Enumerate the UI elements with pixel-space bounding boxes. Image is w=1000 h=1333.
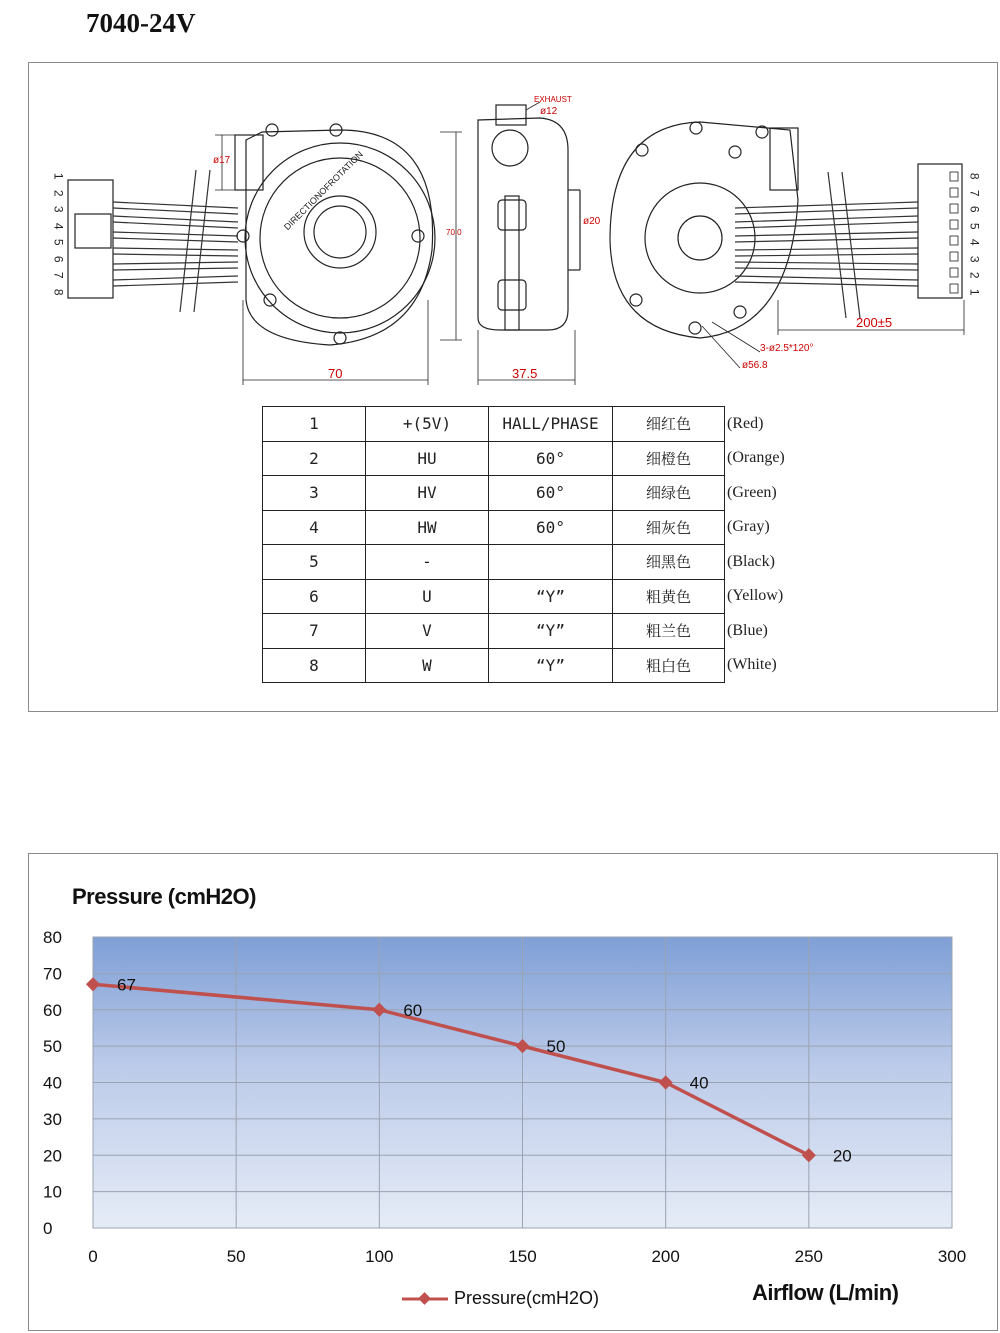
signal-cell: - — [366, 545, 489, 580]
x-tick-label: 150 — [508, 1247, 537, 1266]
x-tick-label: 100 — [365, 1247, 394, 1266]
y-tick-label: 50 — [43, 1037, 62, 1057]
pin-cell: 7 — [263, 614, 366, 649]
legend-label: Pressure(cmH2O) — [454, 1288, 600, 1308]
height-label: 70.0 — [446, 228, 462, 237]
y-tick-label: 0 — [43, 1219, 53, 1238]
color-en-cell: (Black) — [727, 552, 775, 570]
x-tick-label: 200 — [651, 1247, 680, 1266]
color-cn-cell: 细灰色 — [613, 510, 725, 545]
signal-cell: HW — [366, 510, 489, 545]
pin-number: 1 — [51, 172, 66, 180]
color-en-cell: (Gray) — [727, 518, 770, 536]
phase-cell: 60° — [489, 476, 613, 511]
pin-cell: 4 — [263, 510, 366, 545]
pin-number: 6 — [967, 205, 982, 213]
signal-cell: +(5V) — [366, 407, 489, 442]
y-axis-label: Pressure (cmH2O) — [72, 884, 256, 909]
pin-cell: 2 — [263, 441, 366, 476]
color-cn-cell: 细橙色 — [613, 441, 725, 476]
phase-cell: HALL/PHASE — [489, 407, 613, 442]
width-label: 70 — [328, 366, 343, 381]
x-tick-label: 50 — [226, 1247, 246, 1266]
y-tick-label: 60 — [43, 1000, 62, 1020]
data-label: 60 — [403, 1000, 423, 1020]
signal-cell: HV — [366, 476, 489, 511]
phase-cell: “Y” — [489, 648, 613, 683]
x-axis-label: Airflow (L/min) — [752, 1280, 899, 1305]
pin-number: 2 — [967, 271, 982, 279]
color-en-cell: (Green) — [727, 483, 777, 501]
exhaust-diameter-label: ø12 — [540, 106, 558, 117]
color-en-cell: (White) — [727, 656, 777, 674]
phase-cell: “Y” — [489, 614, 613, 649]
color-en-cell: (Yellow) — [727, 587, 784, 605]
page-title: 7040-24V — [86, 8, 196, 38]
rotation-direction-label: DIRECTIONOFROTATION — [282, 149, 365, 233]
pin-number: 7 — [967, 189, 982, 197]
exhaust-label: EXHAUST — [534, 95, 572, 104]
pin-cell: 5 — [263, 545, 366, 580]
pin-cell: 8 — [263, 648, 366, 683]
x-tick-label: 0 — [88, 1247, 98, 1266]
color-cn-cell: 细红色 — [613, 407, 725, 442]
inlet-diameter-label: ø17 — [213, 155, 231, 166]
depth-label: 37.5 — [512, 366, 538, 381]
color-en-cell: (Blue) — [727, 621, 768, 639]
pin-number: 6 — [51, 255, 66, 263]
y-tick-label: 30 — [43, 1109, 62, 1129]
pin-number: 5 — [51, 238, 66, 246]
pin-number: 5 — [967, 222, 982, 230]
y-tick-label: 70 — [43, 964, 62, 984]
pin-number: 8 — [967, 172, 982, 180]
color-cn-cell: 粗白色 — [613, 648, 725, 683]
y-tick-label: 40 — [43, 1073, 62, 1093]
color-cn-cell: 粗黄色 — [613, 579, 725, 614]
data-label: 50 — [546, 1037, 566, 1057]
mount-holes-label: 3-ø2.5*120° — [760, 343, 814, 354]
x-tick-label: 250 — [794, 1247, 824, 1266]
pin-cell: 3 — [263, 476, 366, 511]
pin-number: 8 — [51, 288, 66, 296]
pin-cell: 6 — [263, 579, 366, 614]
signal-cell: U — [366, 579, 489, 614]
y-tick-label: 80 — [43, 928, 62, 947]
data-label: 67 — [117, 975, 136, 995]
color-cn-cell: 粗兰色 — [613, 614, 725, 649]
pin-number: 3 — [51, 205, 66, 213]
pin-number: 2 — [51, 189, 66, 197]
y-tick-label: 20 — [43, 1146, 62, 1166]
pin-number: 1 — [967, 288, 982, 296]
phase-cell: 60° — [489, 510, 613, 545]
color-en-cell: (Red) — [727, 414, 764, 432]
cable-length-label: 200±5 — [856, 315, 893, 330]
hub-diameter-label: ø20 — [583, 216, 601, 227]
signal-cell: HU — [366, 441, 489, 476]
phase-cell: “Y” — [489, 579, 613, 614]
data-label: 20 — [832, 1146, 852, 1166]
pin-number: 4 — [51, 222, 66, 230]
data-label: 40 — [689, 1073, 709, 1093]
phase-cell: 60° — [489, 441, 613, 476]
pin-number: 7 — [51, 271, 66, 279]
pin-number: 3 — [967, 255, 982, 263]
color-cn-cell: 细黑色 — [613, 545, 725, 580]
signal-cell: W — [366, 648, 489, 683]
pin-number: 4 — [967, 238, 982, 246]
color-cn-cell: 细绿色 — [613, 476, 725, 511]
color-en-cell: (Orange) — [727, 449, 785, 467]
y-tick-label: 10 — [43, 1182, 62, 1202]
signal-cell: V — [366, 614, 489, 649]
pin-cell: 1 — [263, 407, 366, 442]
bolt-circle-label: ø56.8 — [742, 360, 768, 371]
x-tick-label: 300 — [937, 1247, 967, 1266]
